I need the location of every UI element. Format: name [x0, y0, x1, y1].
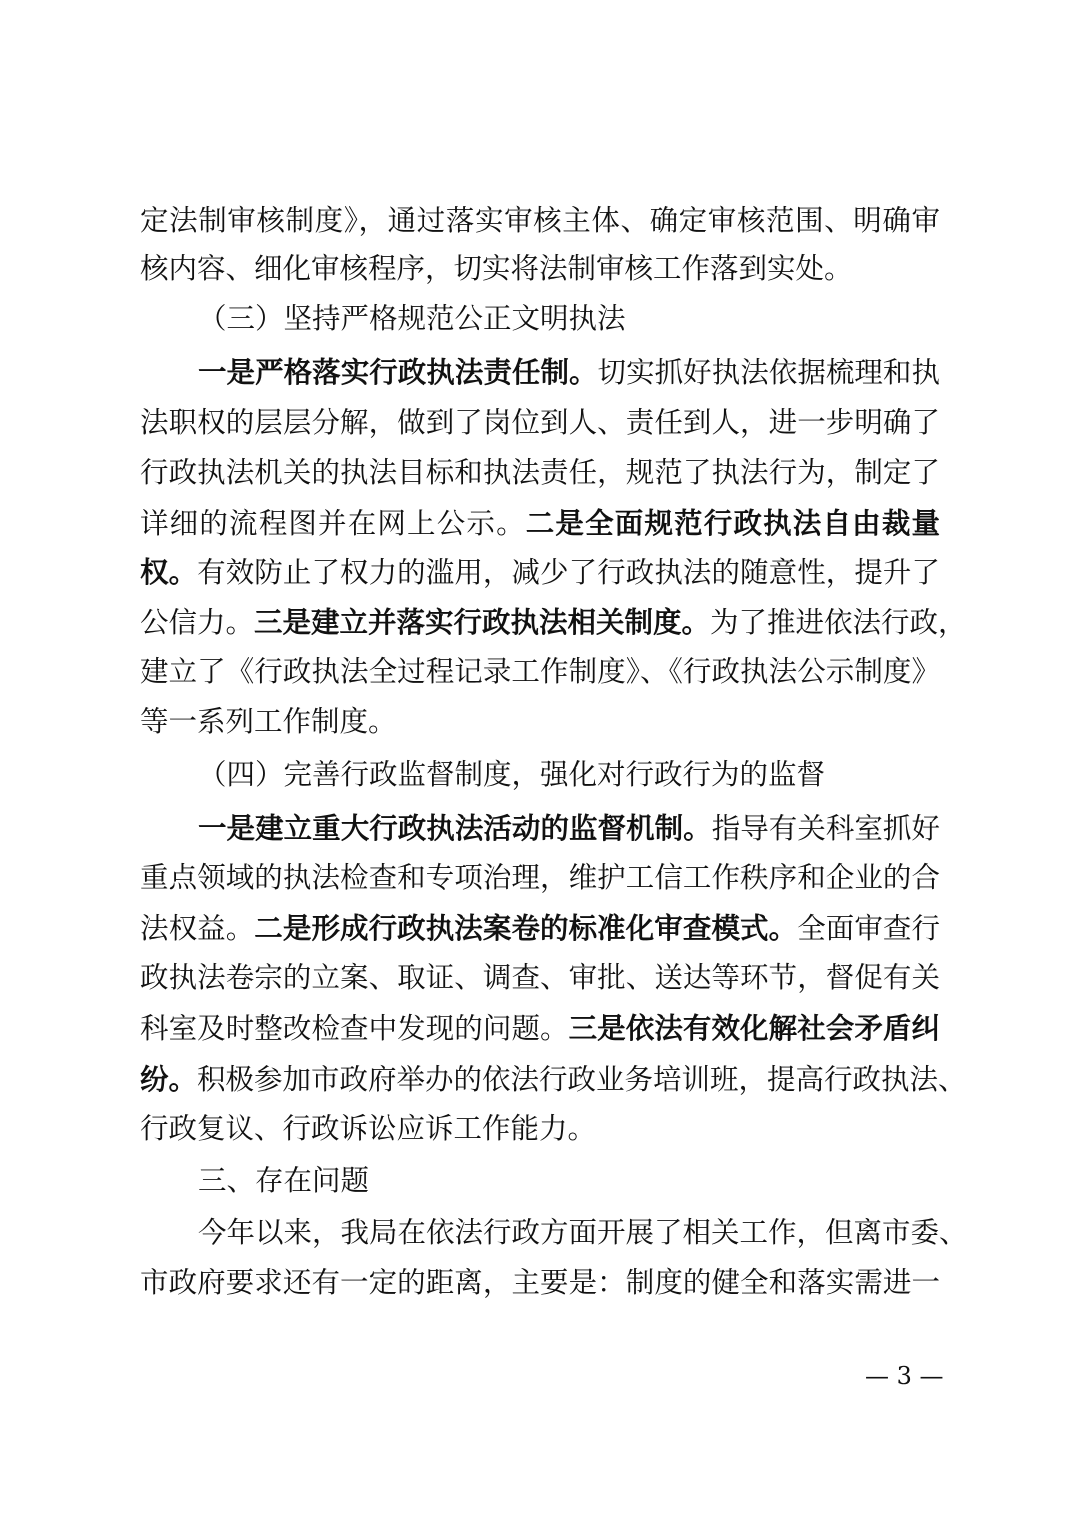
text-segment: 行政复议、行政诉讼应诉工作能力。 [140, 1112, 597, 1145]
body-text-line [140, 500, 940, 546]
body-text-line [140, 1056, 967, 1102]
body-text-line [140, 599, 967, 645]
body-text-line [140, 1260, 940, 1306]
text-segment: 重点领域的执法检查和专项治理，维护工信工作秩序和企业的合 [140, 861, 940, 894]
text-segment: 全面审查行 [797, 912, 940, 945]
bold-lead-text: 一是建立重大行政执法活动的监督机制。 [198, 811, 712, 845]
text-segment: 科室及时整改检查中发现的问题。 [140, 1012, 569, 1045]
body-text-line [140, 246, 940, 292]
heading-text: （四）完善行政监督制度，强化对行政行为的监督 [198, 758, 826, 791]
heading-text: 三、存在问题 [198, 1164, 370, 1197]
text-segment: 法职权的层层分解，做到了岗位到人、责任到人，进一步明确了 [140, 406, 940, 439]
text-segment: 市政府要求还有一定的距离，主要是：制度的健全和落实需进一 [140, 1266, 940, 1299]
text-segment: 切实抓好执法依据梳理和执 [597, 356, 940, 389]
body-text-line [140, 1106, 940, 1152]
text-segment: 积极参加市政府举办的依法行政业务培训班，提高行政执法、 [197, 1063, 967, 1096]
bold-lead-text: 权。 [140, 555, 198, 589]
heading-text: （三）坚持严格规范公正文明执法 [198, 302, 626, 335]
bold-lead-text: 二是全面规范行政执法自由裁量 [525, 506, 940, 540]
body-text-line [140, 549, 940, 595]
text-segment: 等一系列工作制度。 [140, 705, 397, 738]
text-segment: 政执法卷宗的立案、取证、调查、审批、送达等环节，督促有关 [140, 961, 940, 994]
body-text-line [140, 198, 940, 244]
body-text-line [140, 855, 940, 901]
text-segment: 法权益。 [140, 912, 255, 945]
text-segment: 为了推进依法行政， [710, 606, 967, 639]
body-text-line [140, 400, 940, 446]
body-text-line [198, 349, 940, 395]
section-heading-4 [198, 752, 940, 798]
body-text-line [140, 649, 940, 695]
body-text-line [140, 699, 940, 745]
section-heading-problems [198, 1158, 940, 1204]
text-segment: 核内容、细化审核程序，切实将法制审核工作落到实处。 [140, 252, 853, 285]
page-number: — 3 — [865, 1362, 944, 1390]
text-segment: 今年以来，我局在依法行政方面开展了相关工作，但离市委、 [198, 1216, 968, 1249]
body-text-line [140, 955, 940, 1001]
body-text-line [140, 1005, 940, 1051]
text-segment: 定法制审核制度》，通过落实审核主体、确定审核范围、明确审 [140, 204, 940, 237]
text-segment: 行政执法机关的执法目标和执法责任，规范了执法行为，制定了 [140, 456, 940, 489]
bold-lead-text: 一是严格落实行政执法责任制。 [198, 355, 598, 389]
bold-lead-text: 三是依法有效化解社会矛盾纠 [568, 1011, 940, 1045]
body-text-line [140, 905, 940, 951]
text-segment: 详细的流程图并在网上公示。 [140, 507, 526, 540]
text-segment: 建立了《行政执法全过程记录工作制度》、《行政执法公示制度》 [140, 655, 940, 688]
body-text-line [140, 450, 940, 496]
bold-lead-text: 纷。 [140, 1062, 198, 1096]
section-heading-3 [198, 296, 940, 342]
bold-lead-text: 二是形成行政执法案卷的标准化审查模式。 [254, 911, 798, 945]
text-segment: 公信力。 [140, 606, 255, 639]
body-text-line [198, 1210, 968, 1256]
text-segment: 指导有关科室抓好 [711, 812, 940, 845]
text-segment: 有效防止了权力的滥用，减少了行政执法的随意性，提升了 [197, 556, 940, 589]
bold-lead-text: 三是建立并落实行政执法相关制度。 [254, 605, 711, 639]
body-text-line [198, 805, 940, 851]
